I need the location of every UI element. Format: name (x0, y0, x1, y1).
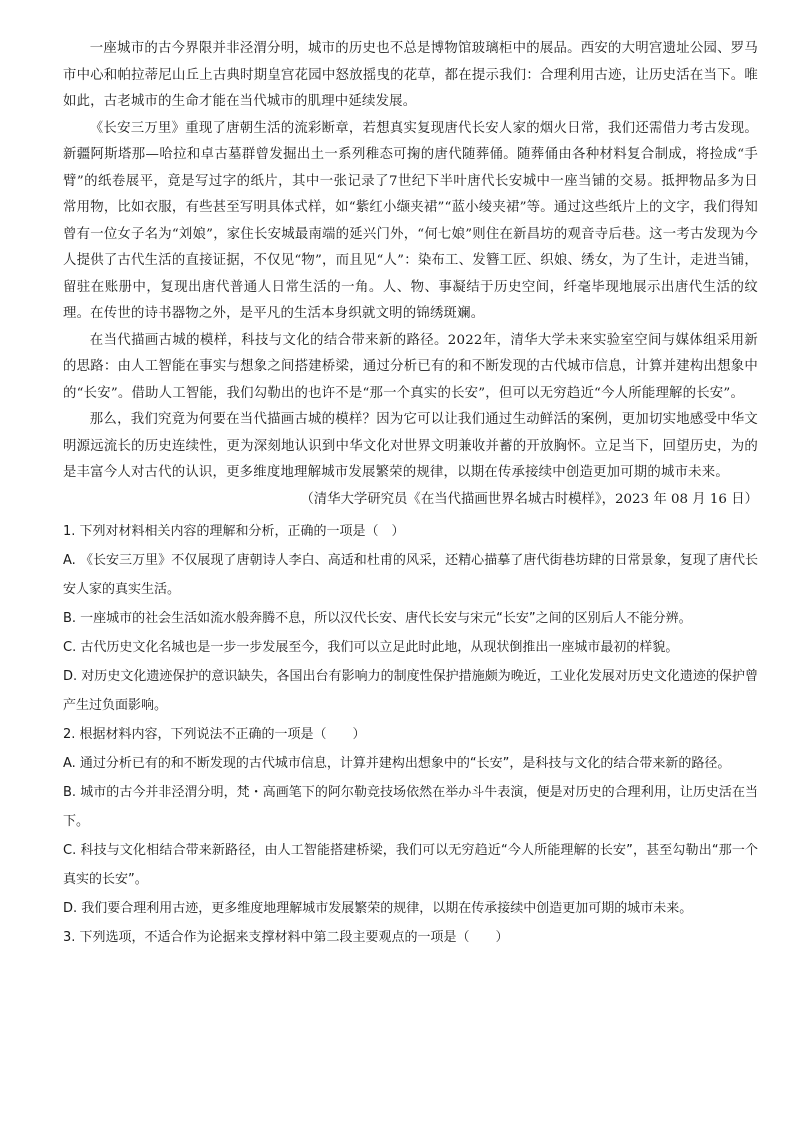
article-paragraph-1: 一座城市的古今界限并非泾渭分明，城市的历史也不总是博物馆玻璃柜中的展品。西安的大明宫遗址公园、罗马市中心和帕拉蒂尼山丘上古典时期皇宫花园中怒放摇曳的花草，都在提示我们：合理利用古迹，让历史活在当下。唯如此，古老城市的生命才能在当代城市的肌理中延续发展。 (63, 41, 758, 109)
document-page (63, 36, 758, 952)
question-stem: 2. 根据材料内容，下列说法不正确的一项是（ ） (63, 727, 366, 742)
article-paragraph-2: 《长安三万里》重现了唐朝生活的流彩断章，若想真实复现唐代长安人家的烟火日常，我们还需借力考古发现。新疆阿斯塔那—哈拉和卓古墓群曾发掘出土一系列稚态可掬的唐代随葬俑。随葬俑由各种材料复合制成，将捡成“手臂”的纸卷展平，竟是写过字的纸片，其中一张记录了7世纪下半叶唐代长安城中一座当铺的交易。抵押物品多为日常用物，比如衣服，有些甚至写明具体式样，如“紫红小缬夹裙”“蓝小绫夹裙”等。通过这些纸片上的文字，我们得知曾有一位女子名为“刘娘”，家住长安城最南端的延兴门外，“何七娘”则住在新昌坊的观音寺后巷。这一考古发现为今人提供了古代生活的直接证据，不仅见“物”，而且见“人”：染布工、发簪工匠、织娘、绣女，为了生计，走进当铺，留驻在账册中，复现出唐代普通人日常生活的一角。人、物、事凝结于历史空间，纤毫毕现地展示出唐代生活的纹理。在传世的诗书器物之外，是平凡的生活本身织就文明的锦绣斑斓。 (63, 120, 758, 321)
question-2 (63, 720, 758, 923)
article-source: （清华大学研究员《在当代描画世界名城古时模样》，2023 年 08 月 16 日） (300, 491, 758, 507)
question-1 (63, 517, 758, 720)
option-b: B. 一座城市的社会生活如流水般奔腾不息，所以汉代长安、唐代长安与宋元“长安”之间的区别后人不能分辨。 (63, 611, 692, 626)
option-a: A. 通过分析已有的和不断发现的古代城市信息，计算并建构出想象中的“长安”，是科技与文化的结合带来新的路径。 (63, 756, 731, 771)
article-paragraph-3: 在当代描画古城的模样，科技与文化的结合带来新的路径。2022年，清华大学未来实验室空间与媒体组采用新的思路：由人工智能在事实与想象之间搭建桥梁，通过分析已有的和不断发现的古代城市信息，计算并建构出想象中的“长安”。借助人工智能，我们勾勒出的也许不是“那一个真实的长安”，但可以无穷趋近“今人所能理解的长安”。 (63, 332, 758, 401)
option-b: B. 城市的古今并非泾渭分明，梵・高画笔下的阿尔勒竞技场依然在举办斗牛表演，便是对历史的合理利用，让历史活在当下。 (63, 785, 758, 829)
question-stem: 3. 下列选项，不适合作为论据来支撑材料中第二段主要观点的一项是（ ） (63, 930, 509, 945)
question-3 (63, 923, 758, 952)
option-a: A. 《长安三万里》不仅展现了唐朝诗人李白、高适和杜甫的风采，还精心描摹了唐代街巷坊肆的日常景象，复现了唐代长安人家的真实生活。 (63, 553, 758, 597)
option-d: D. 我们要合理利用古迹，更多维度地理解城市发展繁荣的规律，以期在传承接续中创造更加可期的城市未来。 (63, 901, 693, 916)
option-c: C. 科技与文化相结合带来新路径，由人工智能搭建桥梁，我们可以无穷趋近“今人所能理解的长安”，甚至勾勒出“那一个真实的长安”。 (63, 843, 758, 887)
article-body (63, 36, 758, 513)
question-stem: 1. 下列对材料相关内容的理解和分析，正确的一项是（ ） (63, 524, 405, 539)
article-paragraph-4: 那么，我们究竟为何要在当代描画古城的模样？因为它可以让我们通过生动鲜活的案例，更加切实地感受中华文明源远流长的历史连续性，更为深刻地认识到中华文化对世界文明兼收并蓄的开放胸怀。立足当下，回望历史，为的是丰富今人对古代的认识，更多维度地理解城市发展繁荣的规律，以期在传承接续中创造更加可期的城市未来。 (63, 412, 758, 480)
option-c: C. 古代历史文化名城也是一步一步发展至今，我们可以立足此时此地，从现状倒推出一座城市最初的样貌。 (63, 640, 679, 655)
option-d: D. 对历史文化遗迹保护的意识缺失，各国出台有影响力的制度性保护措施颇为晚近，工业化发展对历史文化遗迹的保护曾产生过负面影响。 (63, 669, 758, 713)
